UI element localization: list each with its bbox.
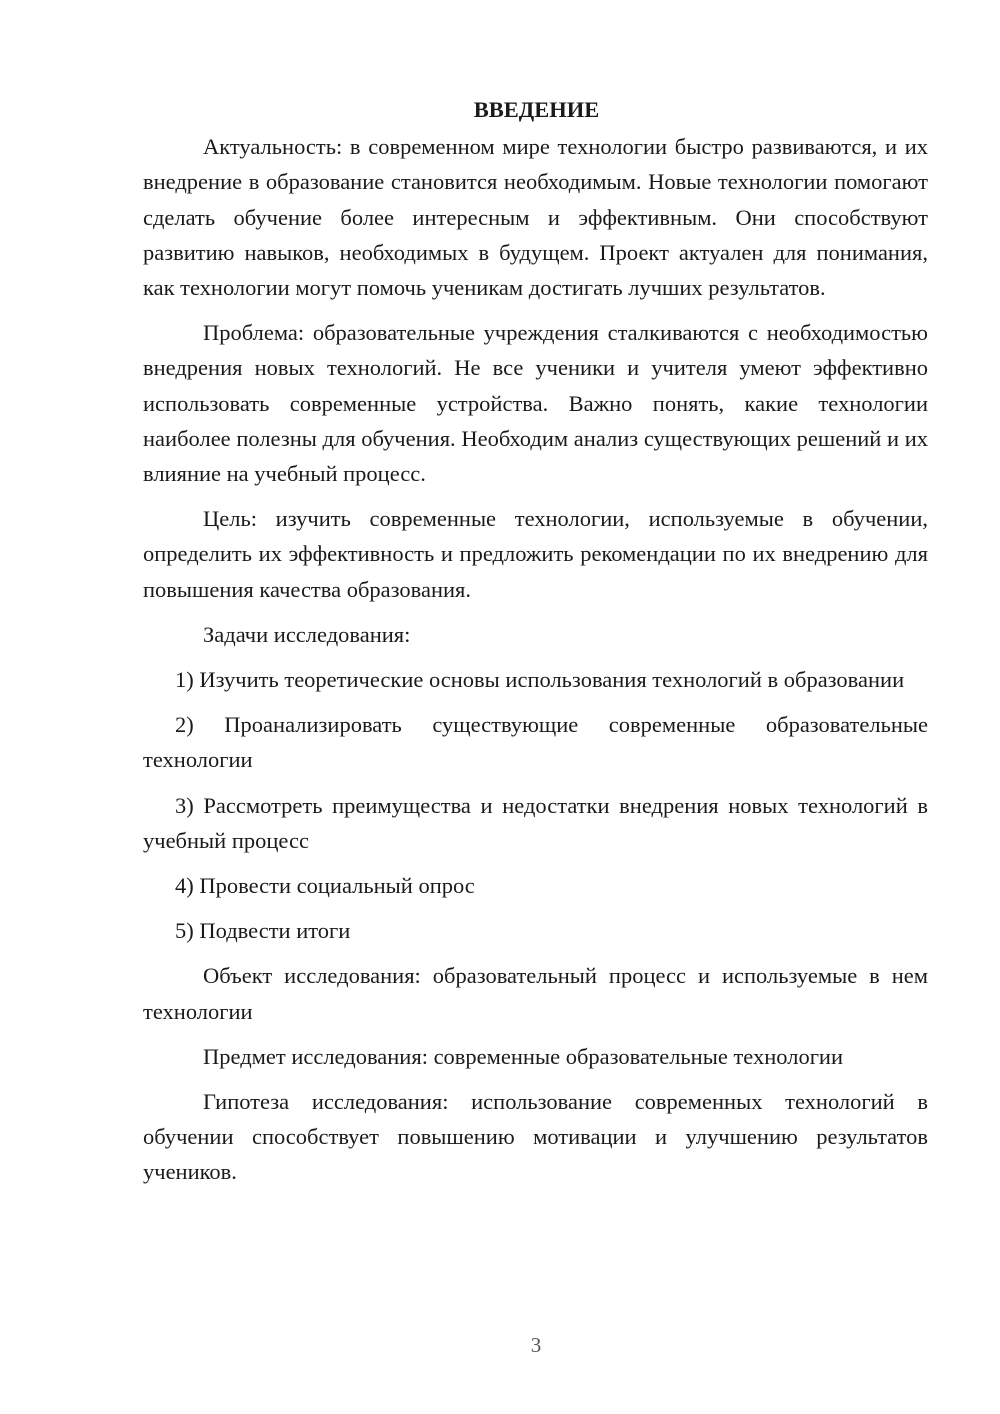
task-item-2: 2) Проанализировать существующие современные образовательные технологии: [143, 712, 928, 773]
task-item-5: 5) Подвести итоги: [175, 918, 351, 944]
task-item-1: 1) Изучить теоретические основы использования технологий в образовании: [175, 667, 905, 693]
hypothesis-paragraph: Гипотеза исследования: использование современных технологий в обучении способствует повышению мотивации и улучшению результатов учеников.: [143, 1089, 928, 1185]
section-title: ВВЕДЕНИЕ: [473, 97, 600, 122]
object-paragraph: Объект исследования: образовательный процесс и используемые в нем технологии: [143, 963, 928, 1024]
goal-paragraph: Цель: изучить современные технологии, используемые в обучении, определить их эффективность и предложить рекомендации по их внедрению для повышения качества образования.: [143, 506, 928, 602]
task-item-3: 3) Рассмотреть преимущества и недостатки внедрения новых технологий в учебный процесс: [143, 792, 928, 853]
document-body: [143, 92, 928, 1200]
task-item-4: 4) Провести социальный опрос: [175, 873, 475, 899]
relevance-paragraph: Актуальность: в современном мире технологии быстро развиваются, и их внедрение в образование становится необходимым. Новые технологии помогают сделать обучение более интересным и эффективным. Они способствуют развитию навыков, необходимых в будущем. Проект актуален для понимания, как технологии могут помочь ученикам достигать лучших результатов.: [143, 134, 928, 301]
tasks-heading: Задачи исследования:: [203, 621, 411, 647]
subject-paragraph: Предмет исследования: современные образовательные технологии: [203, 1043, 844, 1069]
page-number: 3: [530, 1333, 542, 1357]
problem-paragraph: Проблема: образовательные учреждения сталкиваются с необходимостью внедрения новых технологий. Не все ученики и учителя умеют эффективно использовать современные устройства. Важно понять, какие технологии наиболее полезны для обучения. Необходим анализ существующих решений и их влияние на учебный процесс.: [143, 320, 928, 487]
